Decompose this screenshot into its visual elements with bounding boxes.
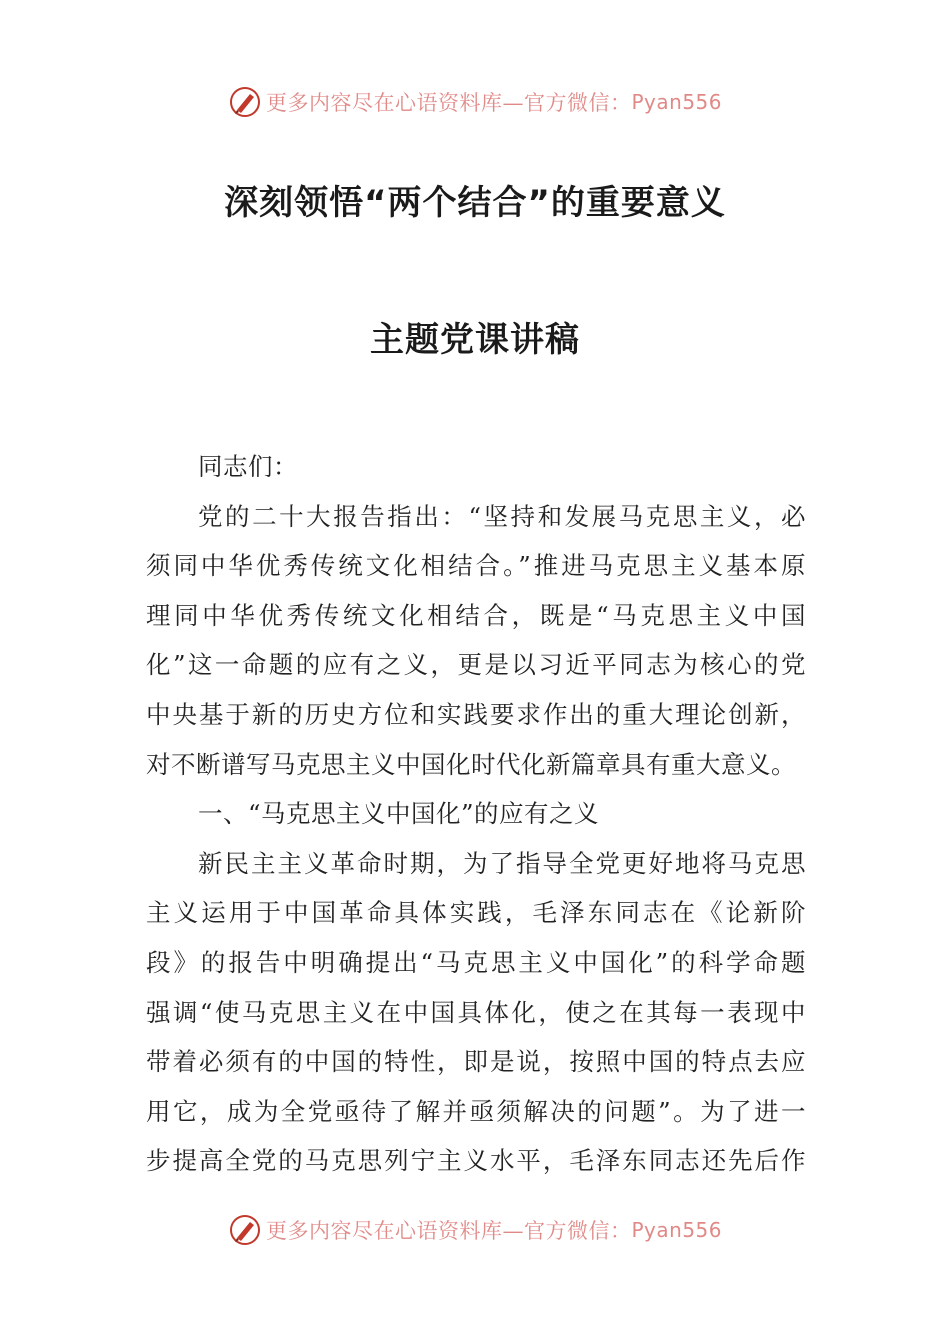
document-subtitle: 主题党课讲稿: [370, 320, 580, 360]
body-line: 步提高全党的马克思列宁主义水平，毛泽东同志还先后作: [146, 1146, 806, 1176]
watermark-wechat: Pyan556: [631, 1218, 722, 1242]
pen-logo-icon: [228, 1213, 262, 1247]
watermark-text: 更多内容尽在心语资料库—官方微信：: [265, 1219, 632, 1243]
section-heading: 一、“马克思主义中国化”的应有之义: [198, 799, 600, 829]
document-title: 深刻领悟“两个结合”的重要意义: [224, 183, 726, 223]
footer-watermark: [0, 1210, 950, 1250]
body-line: 用它，成为全党亟待了解并亟须解决的问题”。为了进一: [146, 1096, 806, 1126]
body-line: 对不断谱写马克思主义中国化时代化新篇章具有重大意义。: [146, 749, 796, 779]
pen-logo-icon: [228, 85, 262, 119]
body-line: 主义运用于中国革命具体实践，毛泽东同志在《论新阶: [146, 898, 806, 928]
body-line: 须同中华优秀传统文化相结合。”推进马克思主义基本原: [146, 551, 806, 581]
body-line: 新民主主义革命时期，为了指导全党更好地将马克思: [198, 848, 806, 878]
header-watermark: [0, 82, 950, 122]
document-body: [146, 442, 806, 1186]
body-line: 带着必须有的中国的特性，即是说，按照中国的特点去应: [146, 1047, 806, 1077]
body-line: 化”这一命题的应有之义，更是以习近平同志为核心的党: [146, 650, 806, 680]
watermark-wechat: Pyan556: [631, 90, 722, 114]
body-line: 强调“使马克思主义在中国具体化，使之在其每一表现中: [146, 997, 806, 1027]
body-line: 同志们：: [198, 452, 298, 481]
body-line: 理同中华优秀传统文化相结合，既是“马克思主义中国: [146, 600, 806, 630]
body-line: 中央基于新的历史方位和实践要求作出的重大理论创新，: [146, 699, 806, 729]
watermark-text: 更多内容尽在心语资料库—官方微信：: [265, 91, 632, 115]
body-line: 党的二十大报告指出：“坚持和发展马克思主义，必: [198, 501, 806, 531]
body-line: 段》的报告中明确提出“马克思主义中国化”的科学命题: [146, 947, 806, 977]
